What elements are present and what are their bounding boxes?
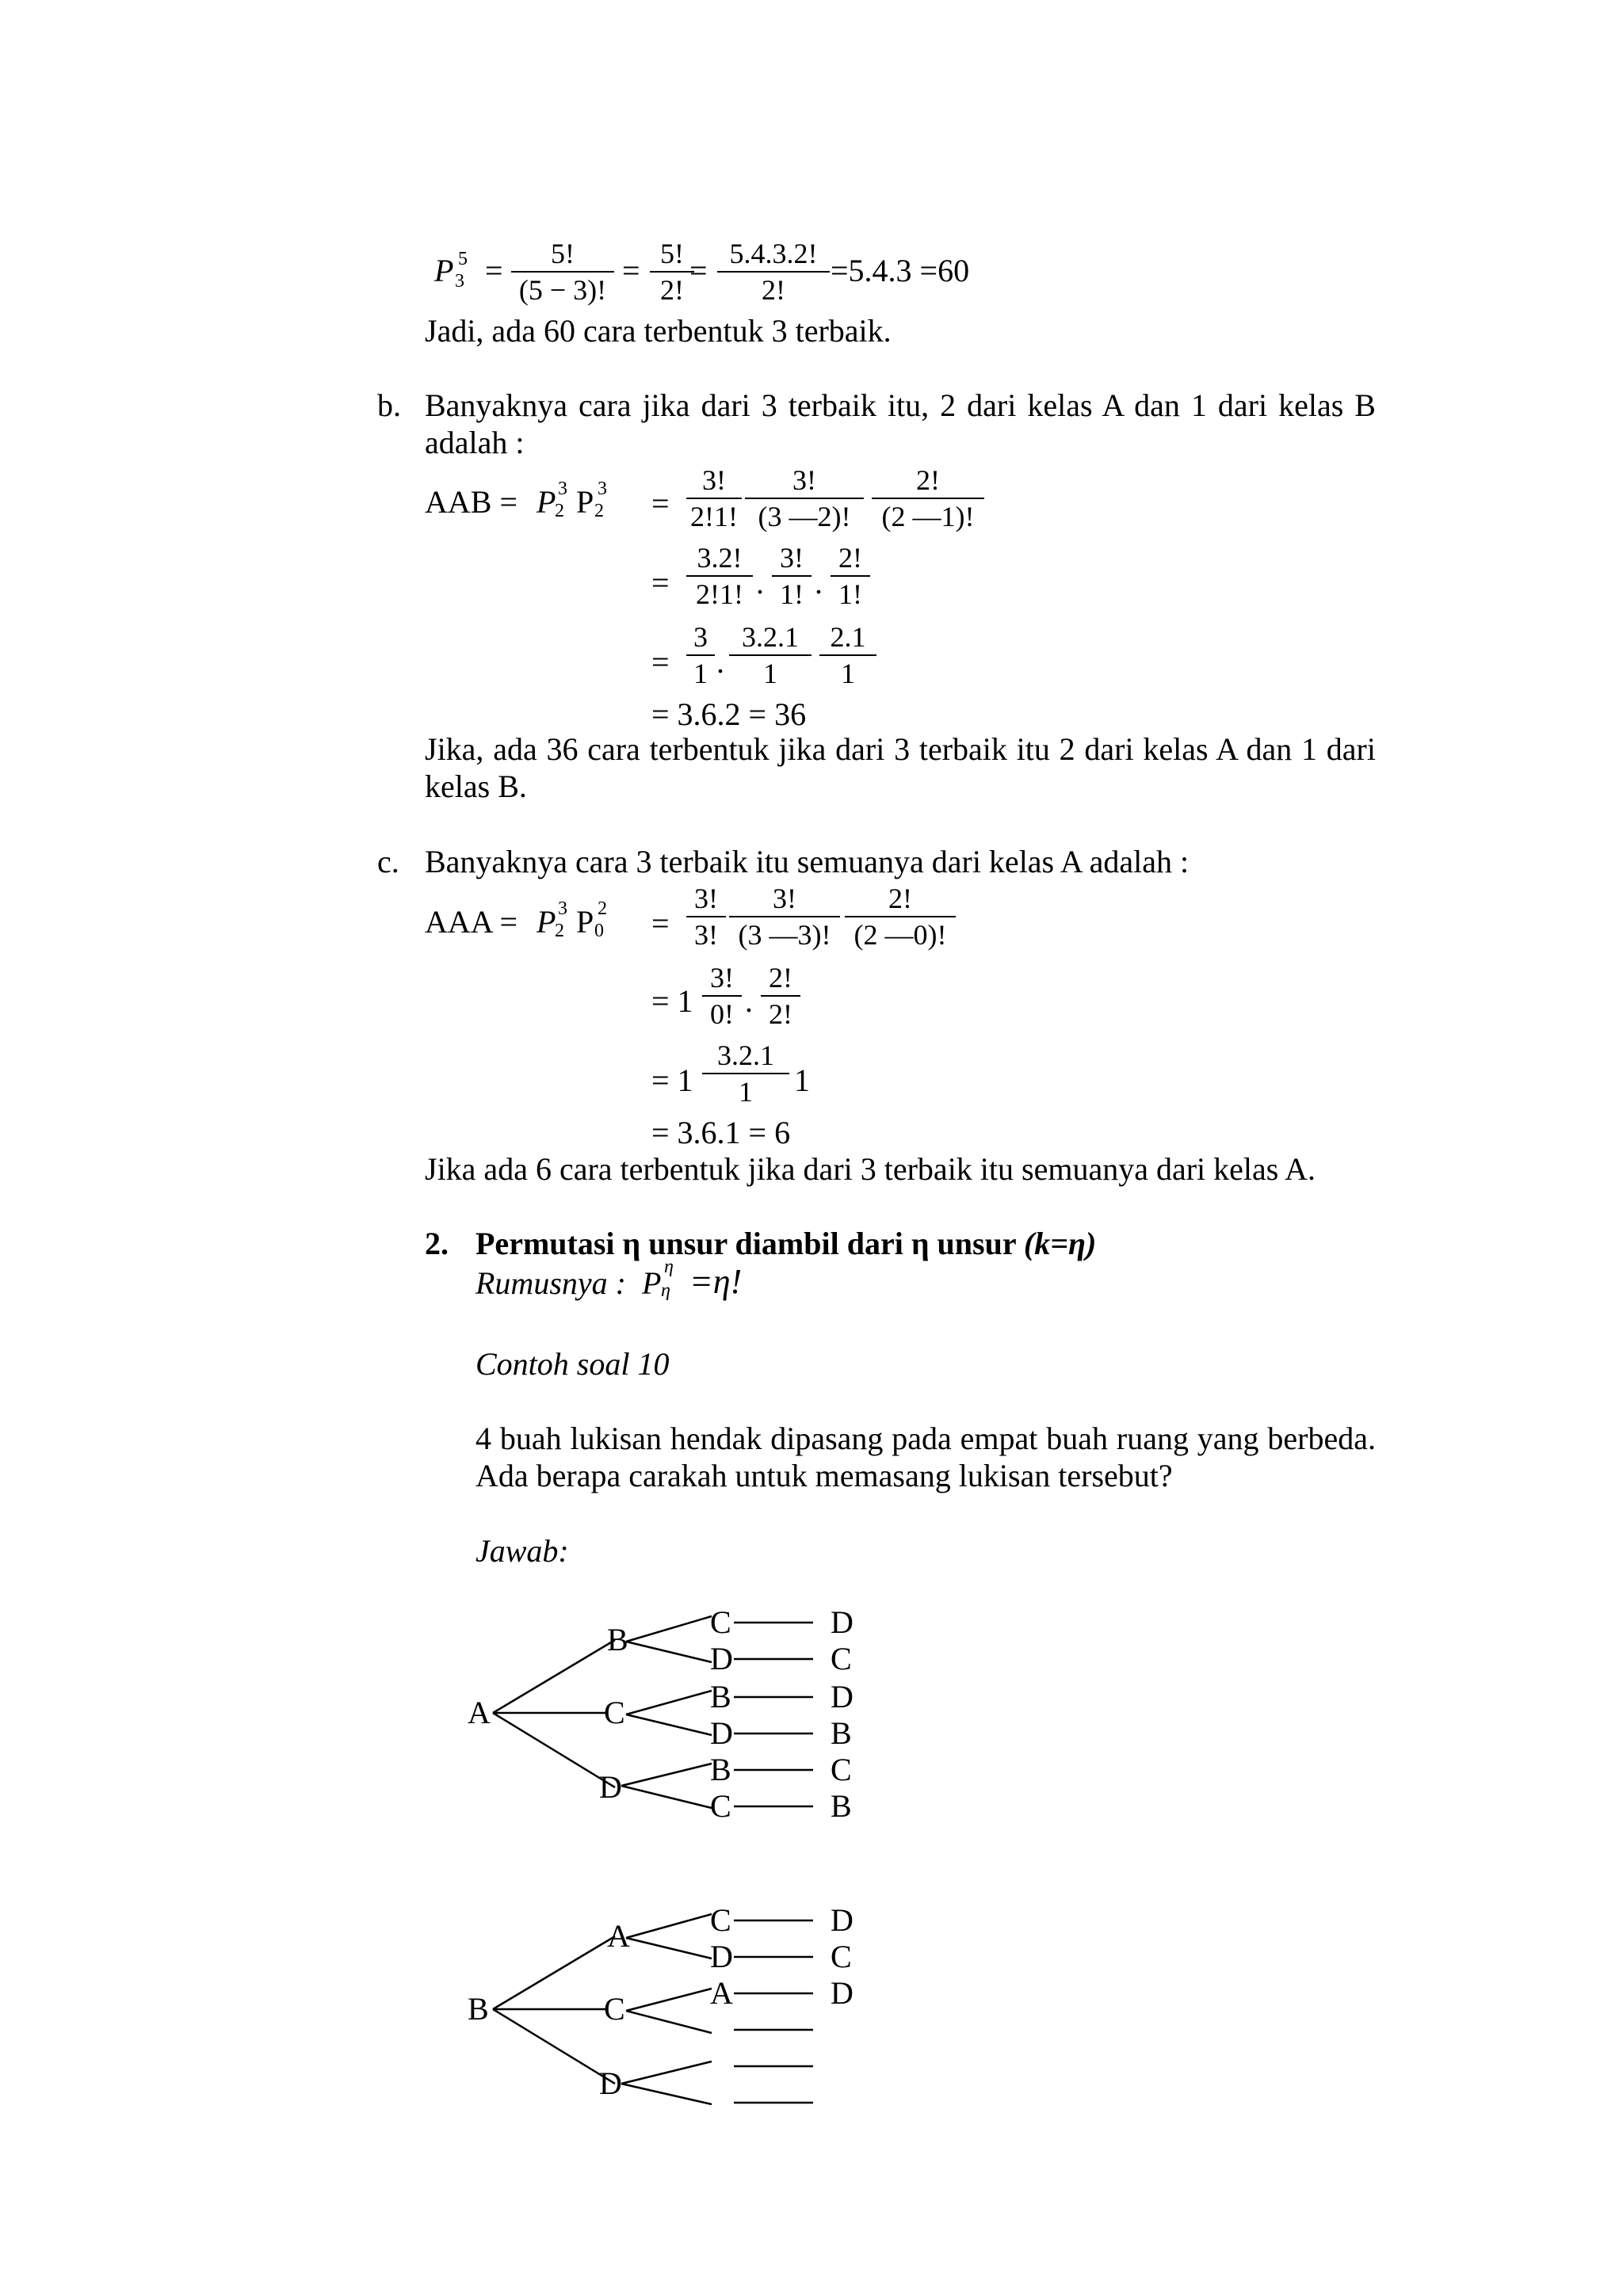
c-r1-frac-1: 3! 3! (686, 881, 726, 952)
tree-b-a-c (626, 1914, 712, 1938)
tree-b-l3: C (831, 1939, 852, 1974)
aaa-p1: P (537, 904, 556, 940)
formula-p-sup: 5 (458, 249, 468, 269)
aab-p2-sup: 3 (598, 479, 607, 499)
b-r2-frac-2: 3! 1! (772, 540, 812, 612)
eq: = (651, 486, 670, 521)
tree-b-c-2 (626, 2011, 712, 2033)
tree-a-l1: C (604, 1695, 625, 1730)
marker-c: c. (377, 844, 399, 879)
tree-a-c-d (626, 1714, 712, 1735)
jawab-label: Jawab: (475, 1533, 569, 1569)
aaa-p2-sup: 2 (598, 898, 607, 919)
b-r2-frac-1: 3.2! 2!1! (686, 540, 753, 612)
tree-a-l3: D (831, 1604, 854, 1640)
tree-a-l2: B (710, 1679, 731, 1714)
c-r2-prefix: = 1 (651, 983, 693, 1019)
tree-b-l1: A (607, 1918, 630, 1954)
formula-frac-2: 5! 2! (650, 236, 694, 307)
jadi-text: Jadi, ada 60 cara terbentuk 3 terbaik. (425, 313, 892, 349)
tree-a-edge-d (493, 1713, 615, 1787)
dot: . (756, 565, 764, 601)
tree-a-d-c (621, 1786, 712, 1808)
rumus-p: P (642, 1265, 662, 1301)
tree-a-root: A (468, 1695, 491, 1730)
tree-b-l2: C (710, 1902, 731, 1938)
section-c-conclusion: Jika ada 6 cara terbentuk jika dari 3 terbaik itu semuanya dari kelas A. (425, 1151, 1316, 1187)
c-result: = 3.6.1 = 6 (651, 1115, 791, 1150)
aab-p2-sub: 2 (594, 501, 604, 521)
b-result: = 3.6.2 = 36 (651, 696, 807, 732)
c-r2-frac-1: 3! 0! (702, 960, 742, 1032)
c-r2-frac-2: 2! 2! (761, 960, 800, 1032)
eq: = (651, 644, 670, 680)
problem-text: 4 buah lukisan hendak dipasang pada empat buah ruang yang berbeda. Ada berapa carakah untuk memasang lukisan tersebut? (475, 1421, 1376, 1493)
tree-b-d-1 (621, 2061, 712, 2084)
formula-frac-3: 5.4.3.2! 2! (717, 236, 830, 307)
c-r1-frac-2: 3! (3 —3)! (729, 881, 840, 952)
aab-p1-sub: 2 (555, 501, 564, 521)
aaa-p1-sup: 3 (558, 898, 567, 919)
eq: = (651, 565, 670, 601)
c-r3-frac-1: 3.2.1 1 (702, 1038, 789, 1109)
tree-b-root: B (468, 1991, 489, 2027)
section-2-number: 2. (425, 1226, 449, 1261)
section-b-conclusion: Jika, ada 36 cara terbentuk jika dari 3 terbaik itu 2 dari kelas A dan 1 dari kelas B. (425, 731, 1376, 804)
tree-a-l3: B (831, 1788, 852, 1824)
b-r3-frac-2: 3.2.1 1 (729, 620, 812, 691)
aab-p1: P (537, 484, 556, 520)
tree-a-l2: D (710, 1641, 733, 1676)
contoh-soal: Contoh soal 10 (475, 1346, 670, 1382)
aaa-p1-sub: 2 (555, 921, 564, 941)
formula-frac-1: 5! (5 − 3)! (511, 236, 614, 307)
aab-p2: P (576, 484, 594, 520)
rumus-label: Rumusnya : (475, 1265, 626, 1301)
dot: . (716, 644, 724, 680)
tree-a-c-b (626, 1691, 712, 1714)
tree-a-l1: D (599, 1769, 622, 1805)
section-2-heading-tail: (k=η) (1023, 1226, 1097, 1261)
formula-eq: = (689, 253, 708, 288)
dot: . (815, 565, 823, 601)
aab-label: AAB = (425, 484, 518, 520)
formula-p: P (434, 253, 454, 288)
marker-b: b. (377, 387, 401, 423)
tree-b-edge-a (493, 1936, 615, 2009)
c-r1-frac-3: 2! (2 —0)! (845, 881, 956, 952)
tree-b-c-a (626, 1989, 712, 2011)
tree-a-l3: C (831, 1752, 852, 1787)
tree-b-l3: D (831, 1902, 854, 1938)
aab-p1-sup: 3 (558, 479, 567, 499)
tree-b-l2: D (710, 1939, 733, 1974)
tree-b-d-2 (621, 2084, 712, 2104)
b-r1-frac-1: 3! 2!1! (686, 463, 742, 534)
rumus-sup: η (664, 1257, 674, 1277)
b-r3-frac-3: 2.1 1 (819, 620, 876, 691)
b-r2-frac-3: 2! 1! (831, 540, 870, 612)
c-r3-prefix: = 1 (651, 1062, 693, 1098)
aaa-p2-sub: 0 (594, 921, 604, 941)
b-r1-frac-3: 2! (2 —1)! (872, 463, 984, 534)
tree-a-b-c (626, 1616, 712, 1642)
tree-a-l2: C (710, 1604, 731, 1640)
tree-a-edge-b (493, 1640, 615, 1713)
tree-a-l3: C (831, 1641, 852, 1676)
tree-a-l2: D (710, 1715, 733, 1751)
c-r3-suffix: 1 (794, 1062, 810, 1098)
tree-a-l1: B (607, 1622, 628, 1657)
formula-result: =5.4.3 =60 (831, 253, 970, 288)
tree-a-b-d (626, 1642, 712, 1662)
tree-b-edge-d (493, 2009, 615, 2084)
tree-b-l2: A (710, 1975, 733, 2011)
formula-eq: = (622, 253, 640, 288)
formula-eq: = (485, 253, 503, 288)
section-b-text: Banyaknya cara jika dari 3 terbaik itu, 2 dari kelas A dan 1 dari kelas B adalah : (425, 387, 1376, 460)
tree-b-l1: D (599, 2065, 622, 2101)
rumus-sub: η (661, 1280, 670, 1301)
section-2-heading-text: Permutasi η unsur diambil dari η unsur (475, 1226, 1016, 1261)
formula-p-sub: 3 (455, 271, 464, 292)
rumus-rhs: =η! (689, 1262, 743, 1301)
b-r1-frac-2: 3! (3 —2)! (745, 463, 864, 534)
tree-b-a-d (626, 1938, 712, 1958)
tree-b-l1: C (604, 1991, 625, 2027)
b-r3-frac-1: 3 1 (686, 620, 715, 691)
tree-b-l3: D (831, 1975, 854, 2011)
tree-a-l3: B (831, 1715, 852, 1751)
tree-a-l2: C (710, 1788, 731, 1824)
dot: . (745, 983, 753, 1019)
tree-a-l3: D (831, 1679, 854, 1714)
aaa-p2: P (576, 904, 594, 940)
section-c-text: Banyaknya cara 3 terbaik itu semuanya dari kelas A adalah : (425, 844, 1190, 879)
aaa-label: AAA = (425, 904, 518, 940)
tree-a-d-b (621, 1764, 712, 1786)
tree-a-l2: B (710, 1752, 731, 1787)
eq: = (651, 906, 670, 941)
